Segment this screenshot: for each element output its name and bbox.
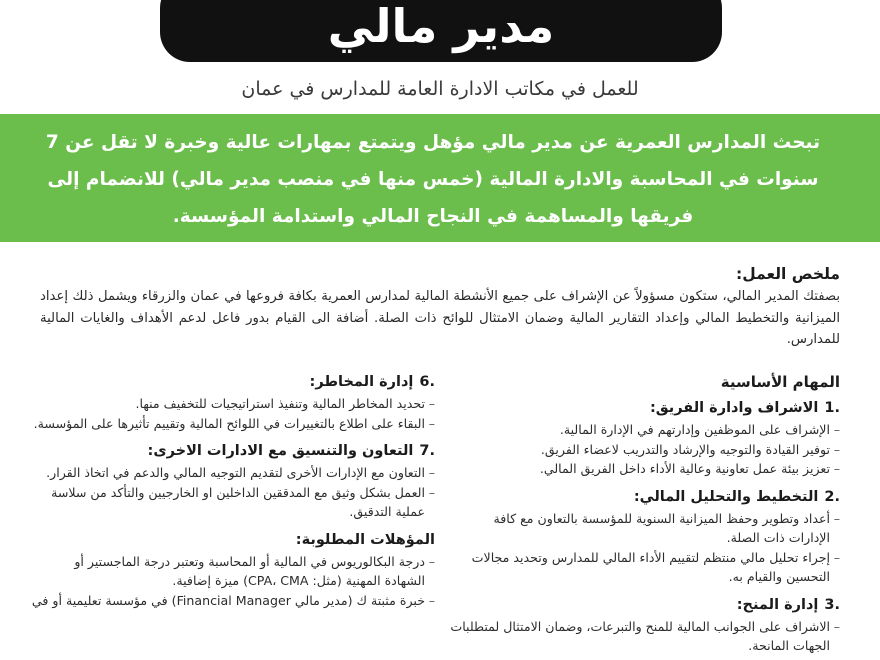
qualifications-heading: المؤهلات المطلوبة: xyxy=(295,531,435,548)
section-title xyxy=(30,370,435,394)
section-number: 7. xyxy=(419,443,435,459)
intro-banner xyxy=(0,114,880,242)
duty-section xyxy=(450,593,840,656)
list-item: – درجة البكالوريوس في المالية أو المحاسبة وتعتبر درجة الماجستير أو الشهادة المهنية (مثل: CPA، CMA) ميزة إضافية. xyxy=(30,552,435,591)
list-item: – أعداد وتطوير وحفظ الميزانية السنوية للمؤسسة بالتعاون مع كافة الإدارات ذات الصلة. xyxy=(450,509,840,548)
list-item: – تعزيز بيئة عمل تعاونية وعالية الأداء داخل الفريق المالي. xyxy=(450,459,840,479)
page-title: مدير مالي xyxy=(327,0,555,53)
section-title-text: التعاون والتنسيق مع الادارات الاخرى: xyxy=(147,443,414,459)
section-title-text: الاشراف وادارة الفريق: xyxy=(649,400,819,416)
list-item: – توفير القيادة والتوجيه والإرشاد والتدريب لاعضاء الفريق. xyxy=(450,440,840,460)
duty-list xyxy=(450,617,840,656)
duties-column xyxy=(450,370,840,660)
section-title xyxy=(450,396,840,420)
subtitle: للعمل في مكاتب الادارة العامة للمدارس في عمان xyxy=(241,78,639,100)
section-number: 1. xyxy=(824,400,840,416)
section-title-text: إدارة المخاطر: xyxy=(309,374,414,390)
qualifications-section xyxy=(30,528,435,611)
section-number: 6. xyxy=(419,374,435,390)
duty-list xyxy=(30,394,435,433)
intro-text: تبحث المدارس العمرية عن مدير مالي مؤهل ويتمتع بمهارات عالية وخبرة لا تقل عن 7 سنوات في المحاسبة والادارة المالية (خمس منها في منصب مدير مالي) للانضمام إلى فريقها والمساهمة في النجاح المالي واستدامة المؤسسة. xyxy=(45,132,821,227)
section-number: 2. xyxy=(824,488,840,505)
list-item: – الإشراف على الموظفين وإدارتهم في الإدارة المالية. xyxy=(450,420,840,440)
duties-heading: المهام الأساسية xyxy=(720,373,840,391)
job-summary xyxy=(40,262,840,351)
section-title xyxy=(30,439,435,463)
list-item: – خبرة مثبتة ك (مدير مالي Financial Manager) في مؤسسة تعليمية أو في xyxy=(30,591,435,611)
section-title xyxy=(450,593,840,617)
duty-section xyxy=(450,485,840,587)
list-item: – البقاء على اطلاع بالتغييرات في اللوائح المالية وتقييم تأثيرها على المؤسسة. xyxy=(30,414,435,434)
section-title-text: إدارة المنح: xyxy=(736,596,819,613)
section-title xyxy=(450,485,840,509)
other-sections-column xyxy=(30,370,435,616)
coordination-section xyxy=(30,439,435,522)
list-item: – إجراء تحليل مالي منتظم لتقييم الأداء المالي للمدارس وتحديد مجالات التحسين والقيام به. xyxy=(450,548,840,587)
summary-heading: ملخص العمل: xyxy=(736,265,840,283)
duty-list xyxy=(30,463,435,522)
list-item: – التعاون مع الإدارات الأخرى لتقديم التوجيه المالي والدعم في اتخاذ القرار. xyxy=(30,463,435,483)
risk-section xyxy=(30,370,435,433)
summary-text: بصفتك المدير المالي، ستكون مسؤولاً عن الإشراف على جميع الأنشطة المالية لمدارس العمرية بكافة فروعها في عمان والزرقاء ويشمل ذلك إعداد الميزانية والتخطيط المالي وإعداد التقارير المالية وضمان الامتثال للوائح ذات الصلة. أضافة الى القيام بدور فاعل لدعم الأهداف والغايات المالية للمدارس. xyxy=(40,289,840,347)
list-item: – تحديد المخاطر المالية وتنفيذ استراتيجيات للتخفيف منها. xyxy=(30,394,435,414)
duty-list xyxy=(450,420,840,479)
title-banner xyxy=(160,0,722,62)
duty-list xyxy=(450,509,840,587)
section-title-text: التخطيط والتحليل المالي: xyxy=(633,488,819,505)
duty-section xyxy=(450,396,840,479)
qualifications-list xyxy=(30,552,435,611)
section-number: 3. xyxy=(824,596,840,613)
list-item: – العمل بشكل وثيق مع المدققين الداخلين او الخارجيين والتأكد من سلاسة عملية التدقيق. xyxy=(30,483,435,522)
list-item: – الاشراف على الجوانب المالية للمنح والتبرعات، وضمان الامتثال لمتطلبات الجهات المانحة. xyxy=(450,617,840,656)
